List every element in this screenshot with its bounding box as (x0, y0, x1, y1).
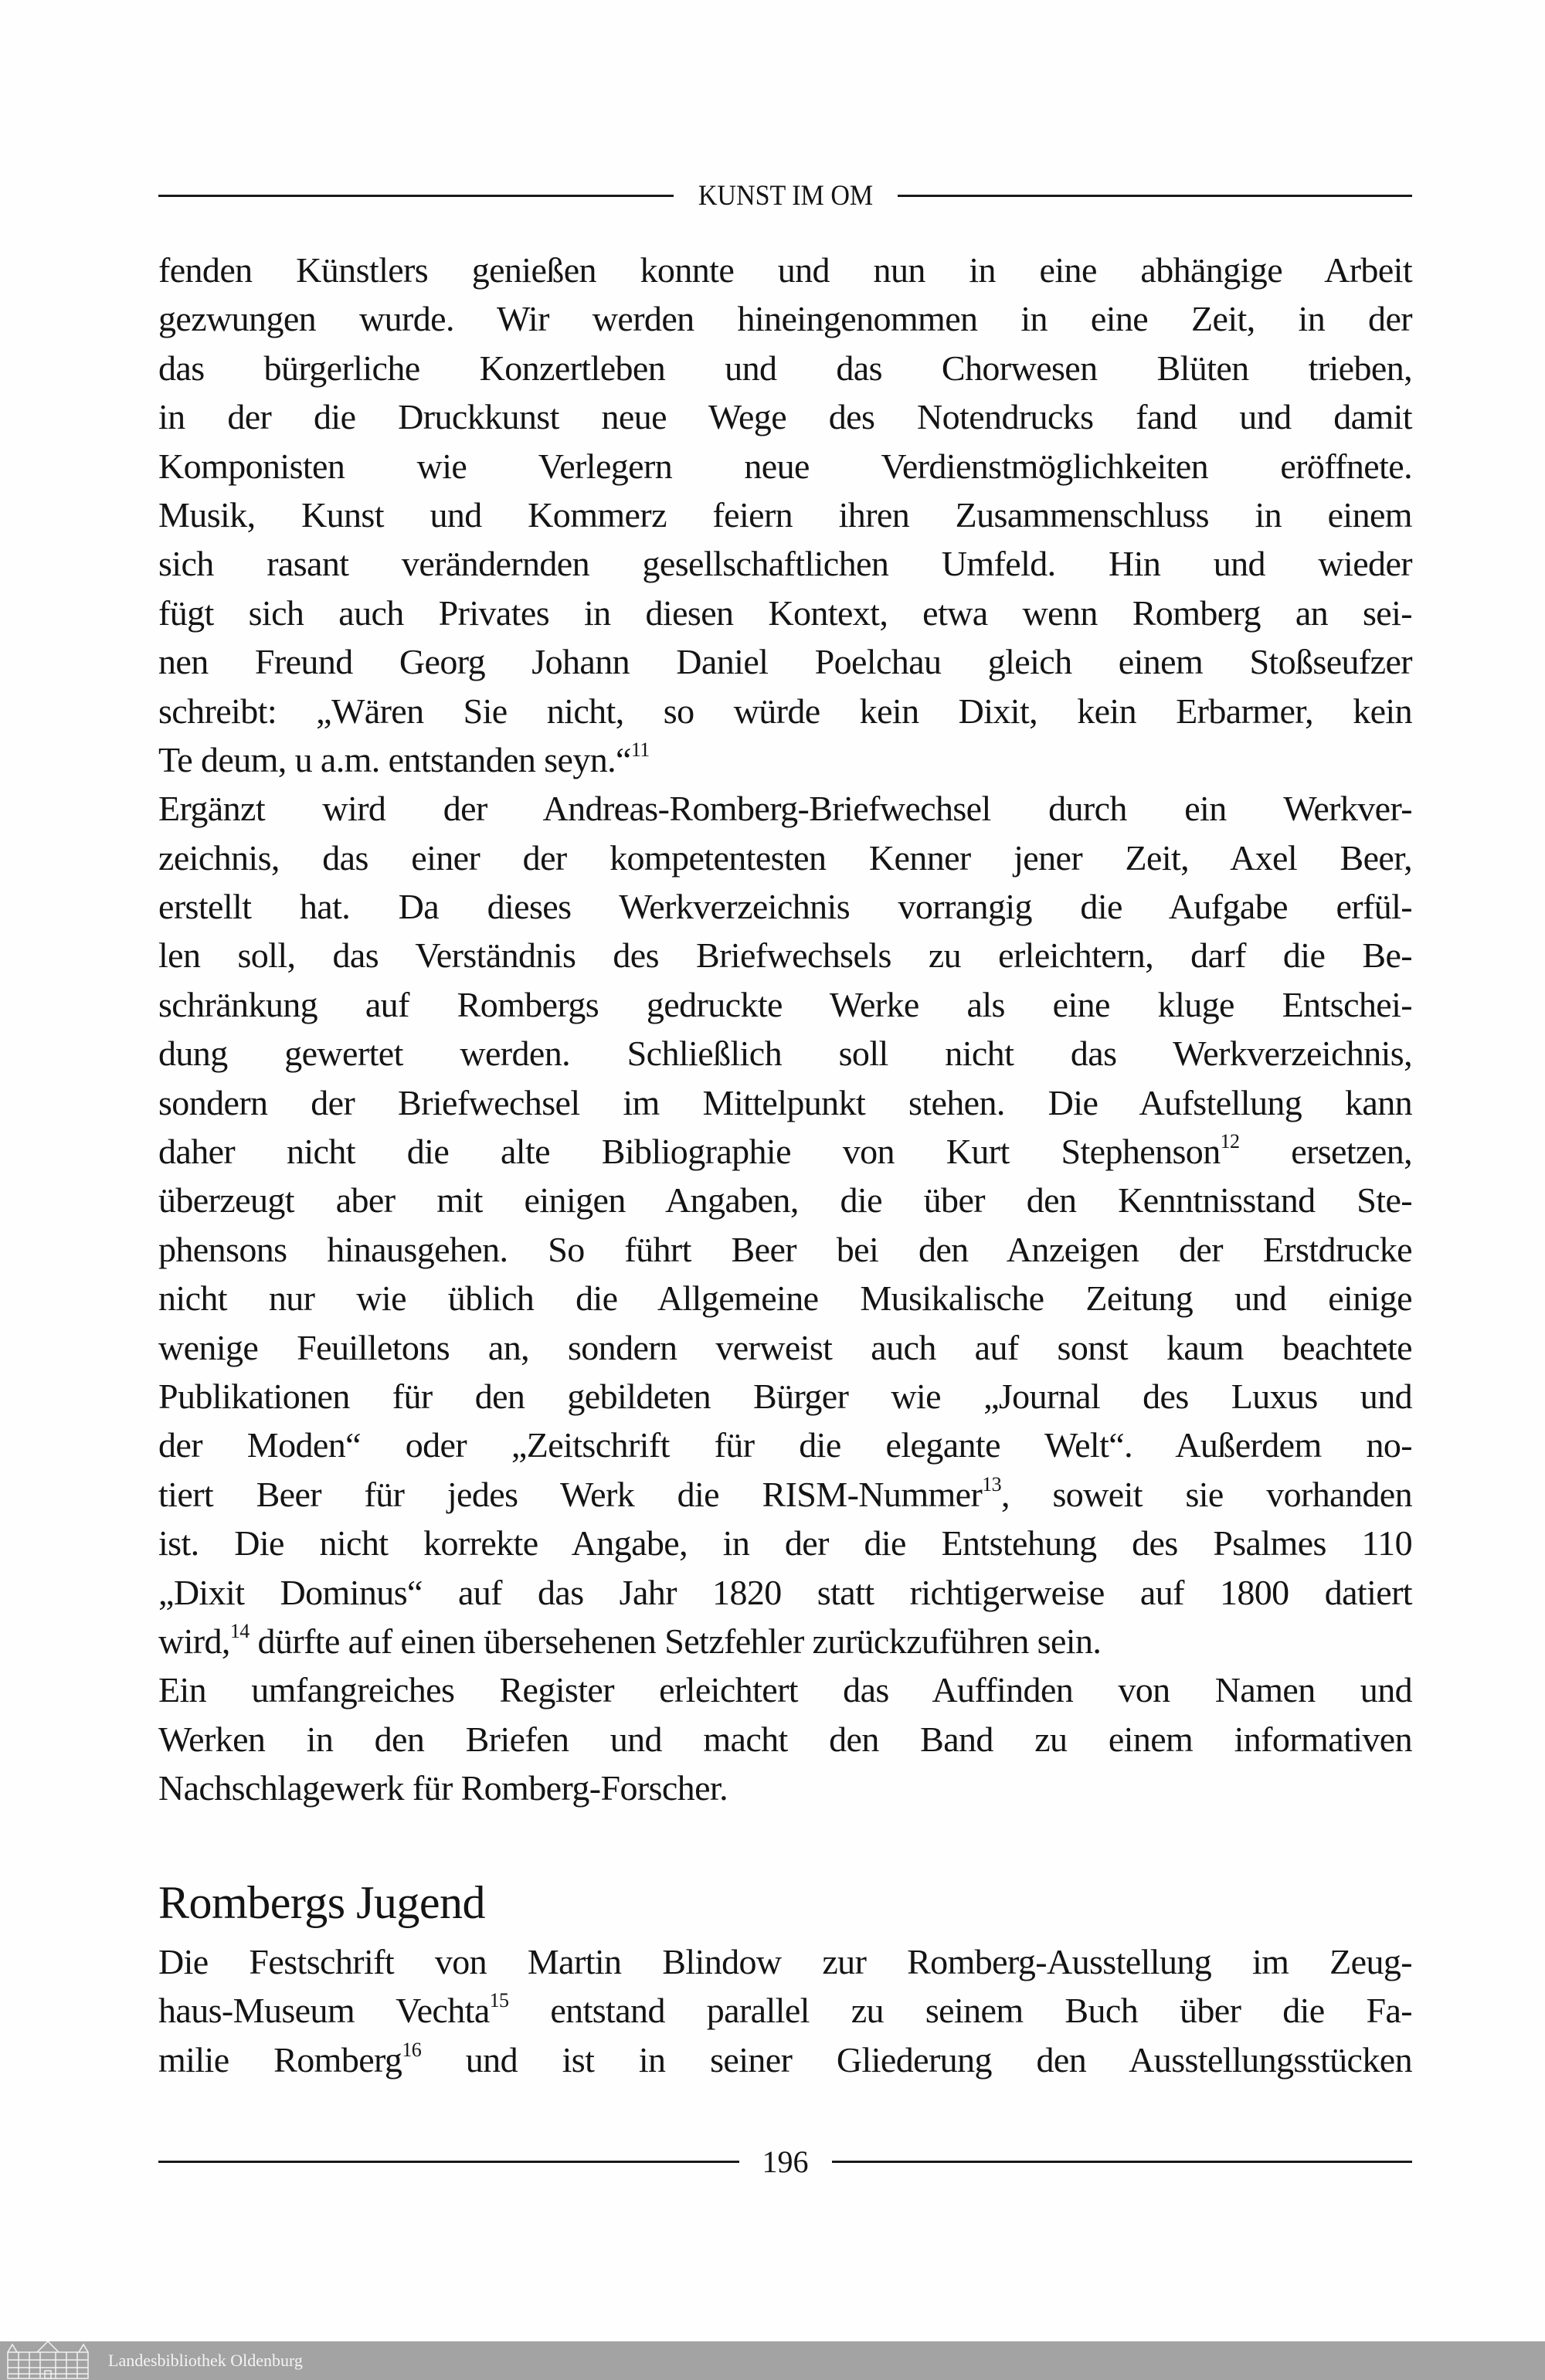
footnote-ref-16[interactable]: 16 (402, 2038, 422, 2061)
section-body (158, 1937, 1412, 2084)
section-heading: Rombergs Jugend (158, 1877, 486, 1928)
text-line (158, 735, 1412, 784)
text-line: Die Festschrift von Martin Blindow zur Romberg-Ausstellung im Zeug- (158, 1942, 1412, 1981)
text-segment: milie Romberg (158, 2039, 402, 2080)
library-building-icon (6, 2341, 90, 2380)
footnote-ref-11[interactable]: 11 (630, 738, 650, 761)
text-segment: , soweit sie vorhanden (1001, 1474, 1412, 1514)
text-line: fügt sich auch Privates in diesen Kontext, etwa wenn Romberg an sei- (158, 592, 1412, 633)
text-line (158, 2035, 1412, 2084)
header-rule-left (158, 195, 674, 197)
text-line: phensons hinausgehen. So führt Beer bei den Anzeigen der Erstdrucke (158, 1229, 1412, 1269)
text-line: nicht nur wie üblich die Allgemeine Musikalische Zeitung und einige (158, 1278, 1412, 1319)
text-line: „Dixit Dominus“ auf das Jahr 1820 statt richtigerweise auf 1800 datiert (158, 1572, 1412, 1612)
text-segment: ersetzen, (1239, 1132, 1412, 1172)
text-line: überzeugt aber mit einigen Angaben, die über den Kenntnisstand Ste- (158, 1180, 1412, 1221)
text-line: Ergänzt wird der Andreas-Romberg-Briefwechsel durch ein Werkver- (158, 789, 1412, 829)
text-line: sich rasant verändernden gesellschaftlichen Umfeld. Hin und wieder (158, 544, 1412, 584)
text-line: wenige Feuilletons an, sondern verweist auch auf sonst kaum beachtete (158, 1327, 1412, 1367)
text-line: schreibt: „Wären Sie nicht, so würde kein Dixit, kein Erbarmer, kein (158, 691, 1412, 731)
text-line: sondern der Briefwechsel im Mittelpunkt stehen. Die Aufstellung kann (158, 1082, 1412, 1122)
text-line: der Moden“ oder „Zeitschrift für die elegante Welt“. Außerdem no- (158, 1425, 1412, 1465)
text-segment: dürfte auf einen übersehenen Setzfehler zurückzuführen sein. (249, 1621, 1102, 1661)
text-segment: wird, (158, 1621, 230, 1661)
quote-end: Te deum, u a.m. entstanden seyn.“ (158, 739, 631, 779)
text-line: len soll, das Verständnis des Briefwechsels zu erleichtern, darf die Be- (158, 935, 1412, 976)
text-line: Musik, Kunst und Kommerz feiern ihren Zusammenschluss in einem (158, 494, 1412, 535)
footer-rule-right (832, 2161, 1413, 2163)
footnote-ref-13[interactable]: 13 (982, 1472, 1002, 1496)
text-line: Werken in den Briefen und macht den Band zu einem informativen (158, 1719, 1412, 1759)
text-line (158, 1470, 1412, 1519)
text-line (158, 1617, 1412, 1665)
text-line: dung gewertet werden. Schließlich soll nicht das Werkverzeichnis, (158, 1034, 1412, 1074)
footnote-ref-12[interactable]: 12 (1220, 1130, 1240, 1153)
text-line: schränkung auf Rombergs gedruckte Werke als eine kluge Entschei- (158, 984, 1412, 1024)
running-header (158, 176, 1412, 215)
text-line: Publikationen für den gebildeten Bürger wie „Journal des Luxus und (158, 1376, 1412, 1416)
footer-rule-left (158, 2161, 739, 2163)
text-segment: entstand parallel zu seinem Buch über die Fa- (508, 1991, 1412, 2031)
text-line (158, 1986, 1412, 2035)
text-line: fenden Künstlers genießen konnte und nun in eine abhängige Arbeit (158, 250, 1412, 290)
text-line: ist. Die nicht korrekte Angabe, in der die Entstehung des Psalmes 110 (158, 1523, 1412, 1563)
text-segment: daher nicht die alte Bibliographie von Kurt Stephenson (158, 1132, 1221, 1172)
text-line: zeichnis, das einer der kompetentesten Kenner jener Zeit, Axel Beer, (158, 837, 1412, 878)
text-line (158, 1127, 1412, 1176)
library-watermark-bar (0, 2341, 1545, 2380)
text-line: erstellt hat. Da dieses Werkverzeichnis vorrangig die Aufgabe erfül- (158, 887, 1412, 927)
footnote-ref-14[interactable]: 14 (229, 1619, 250, 1642)
text-segment: haus-Museum Vechta (158, 1991, 490, 2031)
body-text (158, 246, 1412, 1813)
text-line: Ein umfangreiches Register erleichtert das Auffinden von Namen und (158, 1670, 1412, 1710)
footnote-ref-15[interactable]: 15 (489, 1989, 509, 2012)
text-line: das bürgerliche Konzertleben und das Chorwesen Blüten trieben, (158, 348, 1412, 388)
header-rule-right (898, 195, 1413, 197)
text-segment: und ist in seiner Gliederung den Ausstellungsstücken (421, 2039, 1412, 2080)
text-line: nen Freund Georg Johann Daniel Poelchau gleich einem Stoßseufzer (158, 642, 1412, 682)
page-footer (158, 2138, 1412, 2185)
text-line: Nachschlagewerk für Romberg-Forscher. (158, 1768, 728, 1808)
text-segment: tiert Beer für jedes Werk die RISM-Nummer (158, 1474, 983, 1514)
library-name: Landesbibliothek Oldenburg (108, 2351, 303, 2370)
running-title: KUNST IM OM (698, 179, 873, 212)
page-number: 196 (762, 2144, 809, 2179)
text-line: in der die Druckkunst neue Wege des Notendrucks fand und damit (158, 397, 1412, 437)
text-line: Komponisten wie Verlegern neue Verdienstmöglichkeiten eröffnete. (158, 446, 1412, 486)
text-line: gezwungen wurde. Wir werden hineingenommen in eine Zeit, in der (158, 299, 1412, 339)
